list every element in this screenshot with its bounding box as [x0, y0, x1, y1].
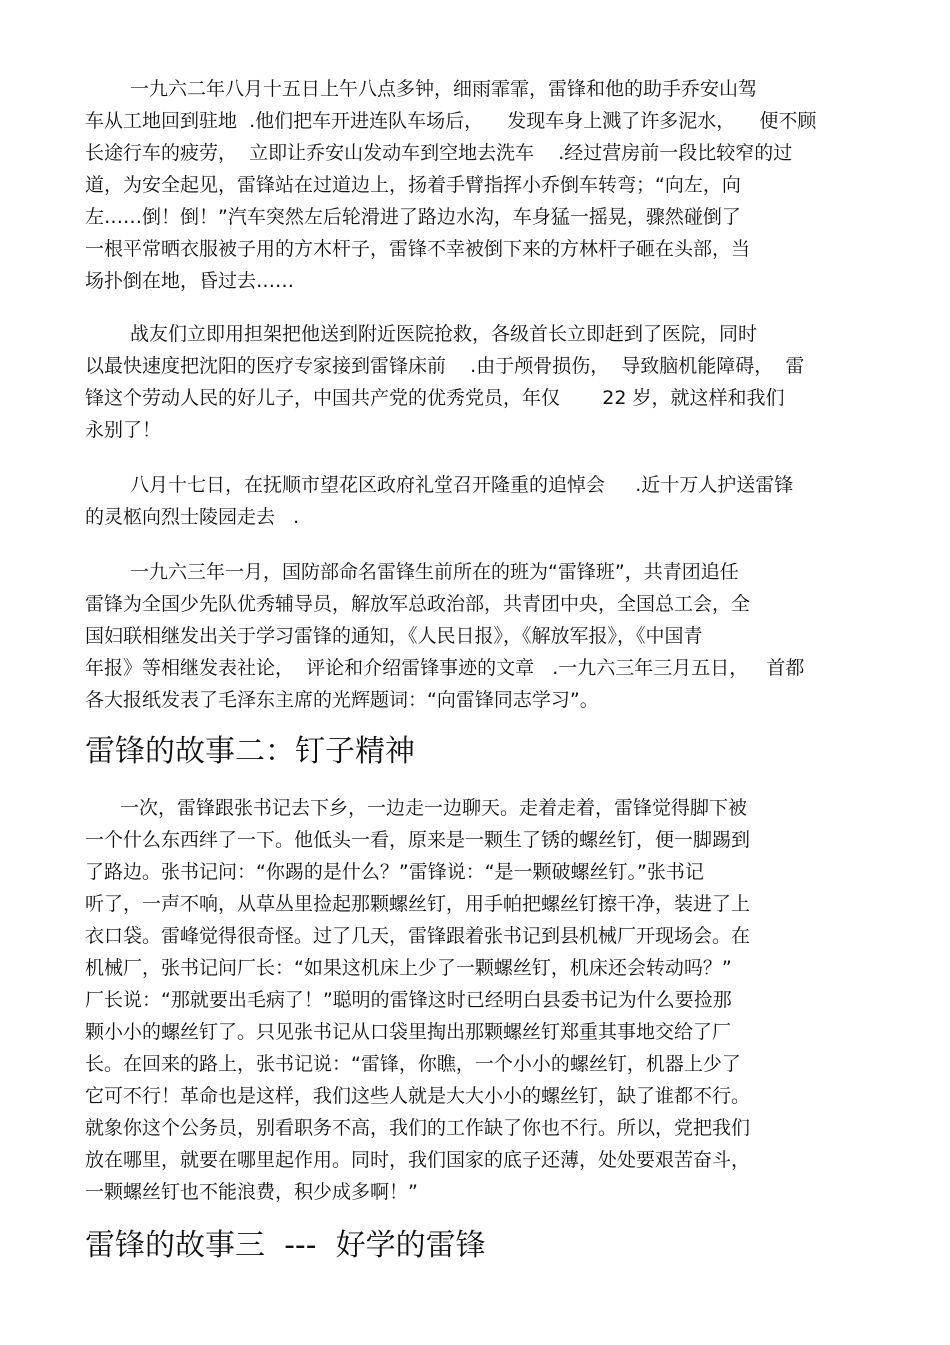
text-line: 一九六三年一月，国防部命名雷锋生前所在的班为“雷锋班”，共青团追任: [130, 561, 739, 583]
text-line: 放在哪里，就要在哪里起作用。同时，我们国家的底子还薄，处处要艰苦奋斗，: [85, 1149, 751, 1171]
text-line: 衣口袋。雷峰觉得很奇怪。过了几天，雷锋跟着张书记到县机械厂开现场会。在: [85, 925, 751, 947]
text-line: 永别了！: [85, 419, 162, 441]
text-line: 车从工地回到驻地 .他们把车开进连队车场后， 发现车身上溅了许多泥水， 便不顾: [85, 110, 817, 132]
text-line: 一颗螺丝钉也不能浪费，积少成多啊！”: [85, 1181, 418, 1203]
text-line: 的灵柩向烈士陵园走去 .: [85, 506, 300, 528]
text-line: 一次，雷锋跟张书记去下乡，一边走一边聊天。走着走着，雷锋觉得脚下被: [120, 797, 748, 819]
section-heading-story-3: 雷锋的故事三 --- 好学的雷锋: [85, 1228, 486, 1263]
section-heading-story-2: 雷锋的故事二：钉子精神: [85, 734, 415, 769]
text-line: 厂长说：“那就要出毛病了！”聪明的雷锋这时已经明白县委书记为什么要捡那: [85, 989, 732, 1011]
text-line: 年报》等相继发表社论， 评论和介绍雷锋事迹的文章 .一九六三年三月五日， 首都: [85, 657, 805, 679]
text-line: 左……倒！倒！”汽车突然左后轮滑进了路边水沟，车身猛一摇晃，骤然碰倒了: [85, 206, 741, 228]
text-line: 就象你这个公务员，别看职务不高，我们的工作缺了你也不行。所以，党把我们: [85, 1117, 751, 1139]
text-line: 以最快速度把沈阳的医疗专家接到雷锋床前 .由于颅骨损伤， 导致脑机能障碍， 雷: [85, 355, 805, 377]
text-line: 一九六二年八月十五日上午八点多钟，细雨霏霏，雷锋和他的助手乔安山驾: [130, 78, 758, 100]
text-line: 颗小小的螺丝钉了。只见张书记从口袋里掏出那颗螺丝钉郑重其事地交给了厂: [85, 1021, 732, 1043]
text-line: 机械厂，张书记问厂长：“如果这机床上少了一颗螺丝钉，机床还会转动吗？”: [85, 957, 732, 979]
text-line: 长。在回来的路上，张书记说：“雷锋，你瞧，一个小小的螺丝钉，机器上少了: [85, 1053, 741, 1075]
text-line: 锋这个劳动人民的好儿子，中国共产党的优秀党员，年仅 22 岁，就这样和我们: [85, 387, 785, 409]
text-line: 场扑倒在地，昏过去……: [85, 270, 295, 292]
text-line: 听了，一声不响，从草丛里捡起那颗螺丝钉，用手帕把螺丝钉擦干净，装进了上: [85, 893, 751, 915]
text-line: 它可不行！革命也是这样，我们这些人就是大大小小的螺丝钉，缺了谁都不行。: [85, 1085, 751, 1107]
text-line: 国妇联相继发出关于学习雷锋的通知，《人民日报》，《解放军报》，《中国青: [85, 625, 703, 647]
text-line: 长途行车的疲劳， 立即让乔安山发动车到空地去洗车 .经过营房前一段比较窄的过: [85, 142, 793, 164]
text-line: 雷锋为全国少先队优秀辅导员，解放军总政治部，共青团中央，全国总工会，全: [85, 593, 751, 615]
text-line: 道，为安全起见，雷锋站在过道边上，扬着手臂指挥小乔倒车转弯；“向左，向: [85, 174, 741, 196]
text-line: 一根平常晒衣服被子用的方木杆子，雷锋不幸被倒下来的方林杆子砸在头部，当: [85, 238, 751, 260]
text-line: 各大报纸发表了毛泽东主席的光辉题词：“向雷锋同志学习”。: [85, 689, 599, 711]
text-line: 八月十七日，在抚顺市望花区政府礼堂召开隆重的追悼会 .近十万人护送雷锋: [130, 474, 794, 496]
text-line: 战友们立即用担架把他送到附近医院抢救，各级首长立即赶到了医院，同时: [130, 323, 758, 345]
text-line: 了路边。张书记问：“你踢的是什么？”雷锋说：“是一颗破螺丝钉。”张书记: [85, 861, 704, 883]
text-line: 一个什么东西绊了一下。他低头一看，原来是一颗生了锈的螺丝钉，便一脚踢到: [85, 829, 751, 851]
